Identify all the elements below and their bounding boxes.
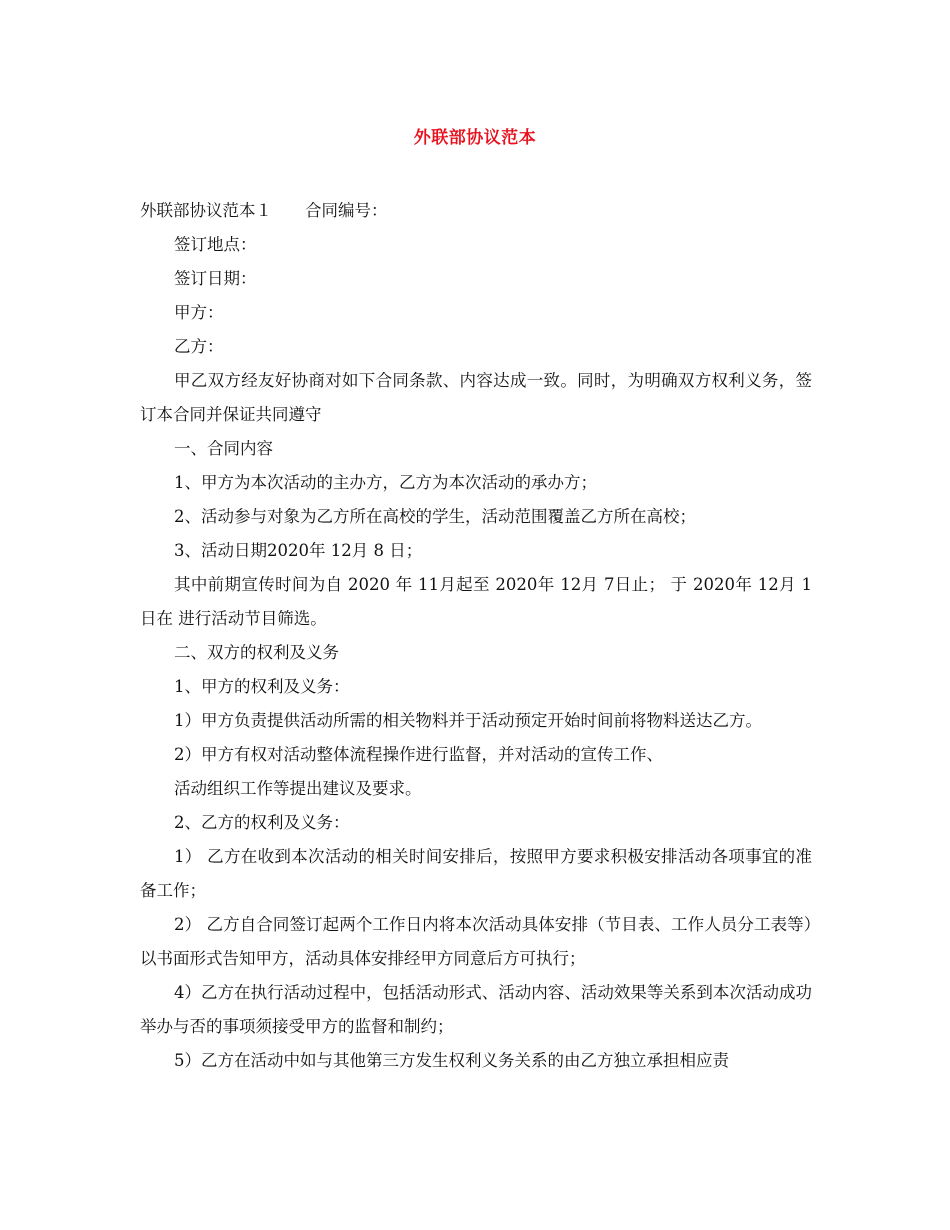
section-1-item-2: 2、活动参与对象为乙方所在高校的学生，活动范围覆盖乙方所在高校； [174, 507, 696, 526]
party-a-item-2-line-2: 活动组织工作等提出建议及要求。 [174, 779, 422, 798]
section-1-item-3-detail: 其中前期宣传时间为自 2020 年 11月起至 2020年 12月 7日止； 于 2020年 12月 1日在 进行活动节目筛选。 [140, 575, 812, 628]
section-2-heading: 二、双方的权利及义务 [174, 643, 339, 662]
party-b-item-5: 5）乙方在活动中如与其他第三方发生权利义务关系的由乙方独立承担相应责 [174, 1051, 729, 1070]
party-a-rights-heading: 1、甲方的权利及义务： [174, 677, 350, 696]
party-a-field: 甲方： [174, 303, 224, 322]
sign-place-field: 签订地点： [174, 235, 257, 254]
party-a-item-2-line-1: 2）甲方有权对活动整体流程操作进行监督，并对活动的宣传工作、 [174, 745, 663, 764]
party-b-item-4: 4）乙方在执行活动过程中，包括活动形式、活动内容、活动效果等关系到本次活动成功举办与否的事项须接受甲方的监督和制约； [140, 983, 812, 1036]
party-b-rights-heading: 2、乙方的权利及义务： [174, 813, 350, 832]
section-1-item-1: 1、甲方为本次活动的主办方，乙方为本次活动的承办方； [174, 473, 597, 492]
party-b-field: 乙方： [174, 337, 224, 356]
party-b-item-1: 1） 乙方在收到本次活动的相关时间安排后，按照甲方要求积极安排活动各项事宜的准备工作； [140, 847, 812, 900]
header-line: 外联部协议范本１ 合同编号： [140, 201, 388, 220]
section-1-item-3: 3、活动日期2020年 12月 8 日； [174, 541, 423, 560]
party-a-item-1: 1）甲方负责提供活动所需的相关物料并于活动预定开始时间前将物料送达乙方。 [174, 711, 762, 730]
section-1-heading: 一、合同内容 [174, 439, 273, 458]
document-title: 外联部协议范本 [413, 128, 537, 148]
sign-date-field: 签订日期： [174, 269, 257, 288]
intro-paragraph: 甲乙双方经友好协商对如下合同条款、内容达成一致。同时，为明确双方权利义务，签订本合同并保证共同遵守 [140, 371, 812, 424]
document-body [140, 194, 812, 1078]
party-b-item-2: 2） 乙方自合同签订起两个工作日内将本次活动具体安排（节目表、工作人员分工表等）以书面形式告知甲方，活动具体安排经甲方同意后方可执行； [140, 915, 812, 968]
